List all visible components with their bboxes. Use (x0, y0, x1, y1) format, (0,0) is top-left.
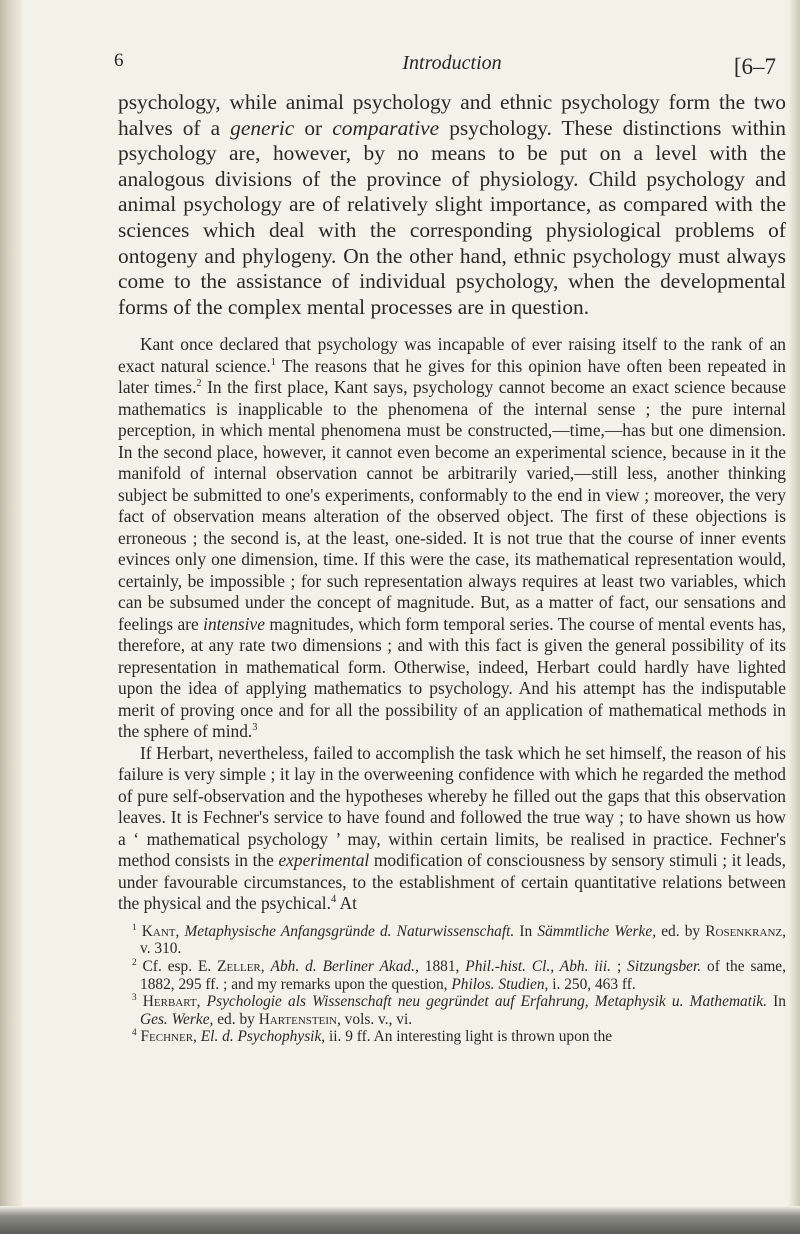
footnote-ref-4[interactable]: 4 (330, 894, 337, 906)
footnote-ref-2[interactable]: 2 (196, 378, 202, 390)
book-page (114, 50, 800, 1046)
scan-bottom-edge (0, 1206, 800, 1234)
footnote-4: $^4$ Fechner, El. d. Psychophysik, ii. 9 ff. An interesting light is thrown upon the (132, 1027, 613, 1046)
footnote-1: $^1$ Kant, Metaphysische Anfangsgründe d. Naturwissenschaft. In Sämmtliche Werke, ed. by Rosenkranz, v. 310. (132, 921, 786, 958)
section-range: [6–7 (733, 54, 776, 79)
herbart-paragraph: If Herbart, nevertheless, failed to accomplish the task which he set himself, the reason of his failure is very simple ; it lay in the overweening confidence with which he regarded the method of pure self-observation and the hypotheses whereby he filled out the gaps that this observation leaves. It is Fechner's service to have found and followed the true way ; to have shown us how a ‘ mathematical psychology ’ may, within certain limits, be realised in practice. Fechner's method consists in the experimental modification of consciousness by sensory stimuli ; it leads, under favourable circumstances, to the establishment of certain quantitative relations between the physical and the psychical.$^4$ At (118, 742, 786, 914)
page-gutter-shadow (0, 0, 22, 1234)
running-title: Introduction (402, 52, 502, 74)
intro-paragraph: psychology, while animal psychology and ethnic psychology form the two halves of a generic or comparative psychology. These distinctions within psychology are, however, by no means to be put on a level with the analogous divisions of the province of physiology. Child psychology and animal psychology are of relatively slight importance, as compared with the sciences which deal with the corresponding physiological problems of ontogeny and phylogeny. On the other hand, ethnic psychology must always come to the assistance of individual psychology, when the developmental forms of the complex mental processes are in question. (118, 90, 786, 319)
footnote-ref-3[interactable]: 3 (252, 722, 258, 734)
page-header (114, 50, 786, 90)
footnote-2: $^2$ Cf. esp. E. Zeller, Abh. d. Berliner Akad., 1881, Phil.-hist. Cl., Abh. iii. ; Sitzungsber. of the same, 1882, 295 ff. ; and my remarks upon the question, Philos. Studien, i. 250, 463 ff. (132, 956, 786, 993)
footnotes (118, 923, 786, 1046)
page-number: 6 (114, 50, 124, 71)
kant-paragraph: Kant once declared that psychology was incapable of ever raising itself to the rank of an exact natural science.$^1$ The reasons that he gives for this opinion have often been repeated in later times.$^2$ In the first place, Kant says, psychology cannot become an exact science because mathematics is inapplicable to the phenomena of the internal sense ; the pure internal perception, in which mental phenomena must be constructed,—time,—has but one dimension. In the second place, however, it cannot even become an experimental science, because in it the manifold of internal observation cannot be arbitrarily varied,—still less, another thinking subject be submitted to one's experiments, conformably to the end in view ; moreover, the very fact of observation means alteration of the observed object. The first of these objections is erroneous ; the second is, at the least, one-sided. It is not true that the course of inner events evinces only one dimension, time. If this were the case, its mathematical representation would, certainly, be impossible ; for such representation always requires at least two variables, which can be subsumed under the concept of magnitude. But, as a matter of fact, our sensations and feelings are intensive magnitudes, which form temporal series. The course of mental events has, therefore, at any rate two dimensions ; and with this fact is given the general possibility of its representation in mathematical form. Otherwise, indeed, Herbart could hardly have lighted upon the idea of applying mathematics to psychology. And his attempt has the indisputable merit of proving once and for all the possibility of an application of mathematical methods in the sphere of mind.$^3$ (118, 334, 786, 742)
footnote-3: $^3$ Herbart, Psychologie als Wissenschaft neu gegründet auf Erfahrung, Metaphysik u. Mathematik. In Ges. Werke, ed. by Hartenstein, vols. v., vi. (132, 992, 786, 1028)
footnote-ref-1[interactable]: 1 (270, 357, 276, 369)
